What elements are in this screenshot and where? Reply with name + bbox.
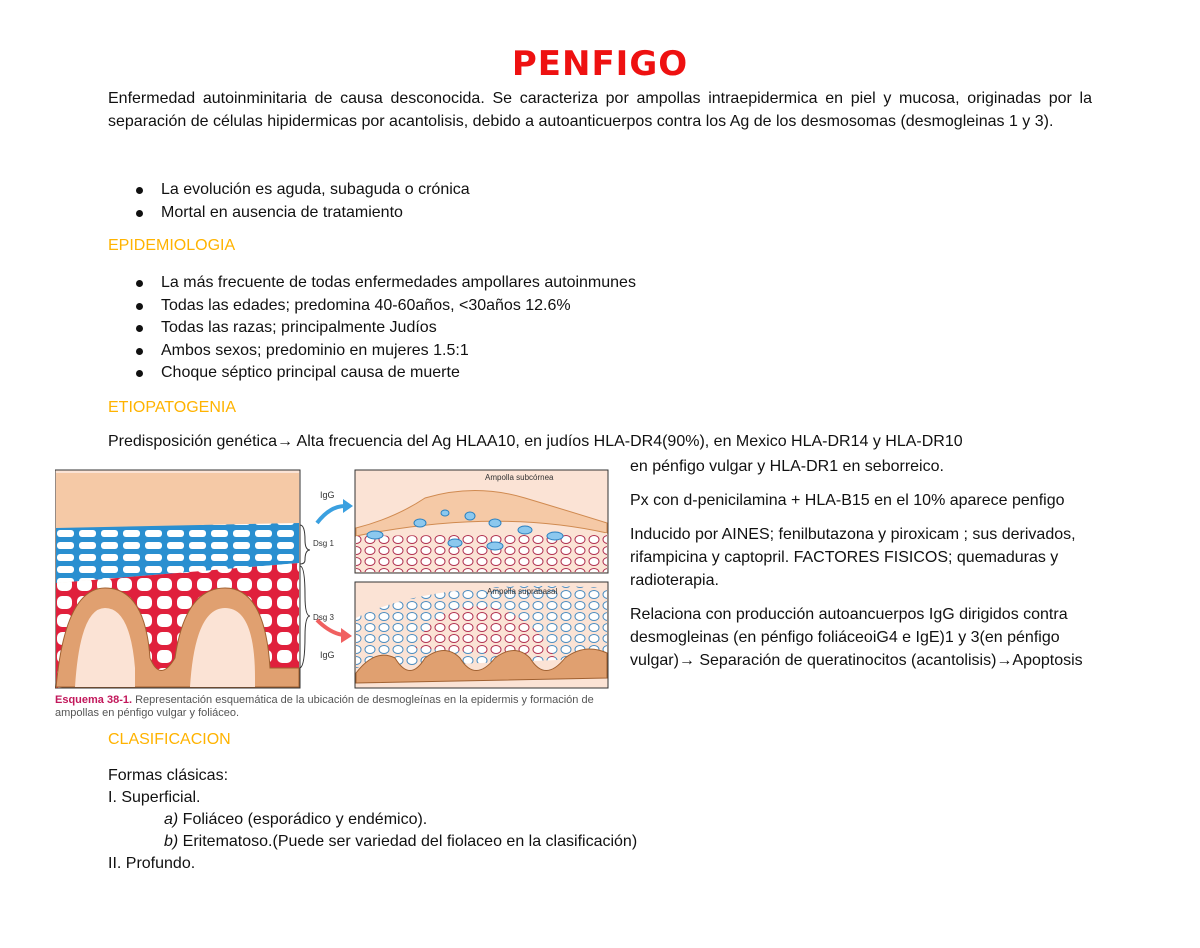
caption-text: Representación esquemática de la ubicación de desmogleínas en la epidermis y formación de ampollas en pénfigo vulgar y foliáceo. xyxy=(55,694,594,719)
list-item: Todas las razas; principalmente Judíos xyxy=(108,317,636,340)
text-line: II. Profundo. xyxy=(108,855,196,872)
figure-caption xyxy=(55,694,615,720)
desmoglein-figure xyxy=(55,468,610,690)
paragraph: en pénfigo vulgar y HLA-DR1 en seborreico. xyxy=(630,458,944,475)
list-item: Mortal en ausencia de tratamiento xyxy=(108,202,470,225)
arrow-icon xyxy=(317,506,345,523)
page-title: PENFIGO xyxy=(511,44,689,84)
dsg3-label: Dsg 3 xyxy=(313,613,334,622)
igg-bottom-label: IgG xyxy=(320,650,335,660)
sub-item-b xyxy=(108,831,637,853)
arrow-icon xyxy=(317,620,343,635)
text-line: Formas clásicas: xyxy=(108,767,229,784)
list-item: Ambos sexos; predominio en mujeres 1.5:1 xyxy=(108,340,636,363)
suprabasal-label: Ampolla suprabasal xyxy=(487,587,558,596)
sub-letter: b) xyxy=(164,833,179,850)
arrow-icon xyxy=(341,628,352,643)
text-line: I. Superficial. xyxy=(108,789,201,806)
intro-paragraph: Enfermedad autoinminitaria de causa desconocida. Se caracteriza por ampollas intraepidermica en piel y mucosa, originadas por la separación de células hipidermicas por acantolisis, debido a autoanticuerpos contra los Ag de los desmosomas (desmogleinas 1 y 3). xyxy=(108,90,1092,130)
intro-bullets xyxy=(108,179,470,224)
paragraph: Relaciona con producción autoancuerpos IgG dirigidos contra desmogleinas (en pénfigo foliáceoiG4 e IgE)1 y 3(en pénfigo vulgar)→ Separación de queratinocitos (acantolisis)→Apoptosis xyxy=(630,606,1083,669)
sub-letter: a) xyxy=(164,811,179,828)
paragraph: Inducido por AINES; fenilbutazona y piroxicam ; sus derivados, rifampicina y captopril. FACTORES FISICOS; quemaduras y radioterapia. xyxy=(630,526,1076,589)
heading-etiopatogenia: ETIOPATOGENIA xyxy=(108,399,237,416)
sub-item-a xyxy=(108,809,637,831)
sub-text: Foliáceo (esporádico y endémico). xyxy=(178,811,428,828)
etiopatogenia-line: Predisposición genética→ Alta frecuencia del Ag HLAA10, en judíos HLA-DR4(90%), en Mexico HLA-DR14 y HLA-DR10 xyxy=(108,433,963,450)
suprabasal-panel xyxy=(355,582,608,688)
igg-top-label: IgG xyxy=(320,490,335,500)
list-item: La evolución es aguda, subaguda o crónica xyxy=(108,179,470,202)
list-item: Todas las edades; predomina 40-60años, <30años 12.6% xyxy=(108,295,636,318)
caption-label: Esquema 38-1. xyxy=(55,694,133,706)
list-item: Choque séptico principal causa de muerte xyxy=(108,362,636,385)
arrow-icon xyxy=(343,499,353,513)
epidermis-panel xyxy=(55,470,300,688)
heading-epidemiologia: EPIDEMIOLOGIA xyxy=(108,237,236,254)
heading-clasificacion: CLASIFICACION xyxy=(108,731,231,748)
subcornea-label: Ampolla subcórnea xyxy=(485,473,554,482)
sub-text: Eritematoso.(Puede ser variedad del fiolaceo en la clasificación) xyxy=(178,833,638,850)
epidemiologia-bullets xyxy=(108,272,636,385)
list-item: La más frecuente de todas enfermedades ampollares autoinmunes xyxy=(108,272,636,295)
paragraph: Px con d-penicilamina + HLA-B15 en el 10% aparece penfigo xyxy=(630,492,1065,509)
dsg1-label: Dsg 1 xyxy=(313,539,334,548)
subcornea-panel xyxy=(355,470,608,573)
etiopatogenia-right-column xyxy=(630,455,1090,683)
clasificacion-list xyxy=(108,765,637,875)
